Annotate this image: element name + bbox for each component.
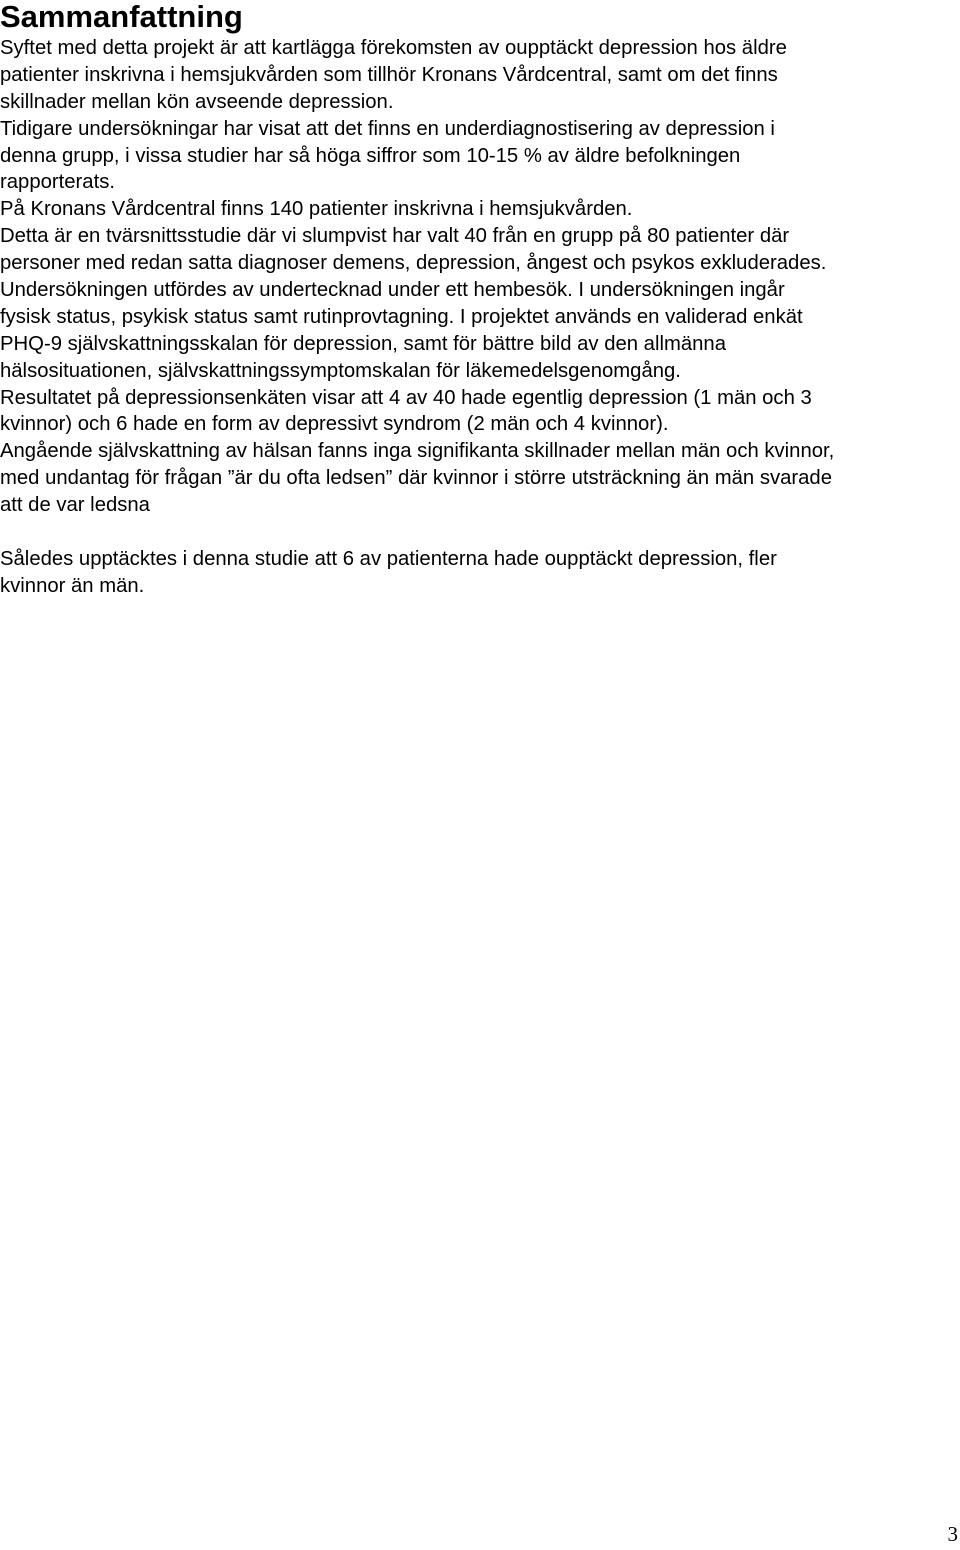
- text-line: Syftet med detta projekt är att kartlägga förekomsten av oupptäckt depression hos äldre: [0, 37, 787, 59]
- text-line: Tidigare undersökningar har visat att det finns en underdiagnostisering av depression i: [0, 117, 775, 140]
- page-title: Sammanfattning: [0, 0, 243, 34]
- blank-line: [0, 519, 958, 546]
- text-line: rapporterats.: [0, 171, 115, 194]
- text-line: denna grupp, i vissa studier har så höga siffror som 10-15 % av äldre befolkningen: [0, 144, 741, 167]
- text-line: hälsosituationen, självskattningssymptomskalan för läkemedelsgenomgång.: [0, 359, 681, 382]
- text-line: Undersökningen utfördes av undertecknad under ett hembesök. I undersökningen ingår: [0, 279, 785, 302]
- text-line: patienter inskrivna i hemsjukvården som tillhör Kronans Vårdcentral, samt om det finns: [0, 63, 778, 86]
- text-line: kvinnor än män.: [0, 574, 145, 597]
- text-line: Angående självskattning av hälsan fanns inga signifikanta skillnader mellan män och kvinnor,: [0, 440, 835, 463]
- text-line: fysisk status, psykisk status samt rutinprovtagning. I projektet används en validerad enkät: [0, 305, 803, 328]
- text-line: att de var ledsna: [0, 494, 150, 517]
- text-line: Således upptäcktes i denna studie att 6 av patienterna hade oupptäckt depression, fler: [0, 547, 777, 570]
- text-line: personer med redan satta diagnoser demens, depression, ångest och psykos exkluderades.: [0, 252, 827, 275]
- text-line: skillnader mellan kön avseende depression.: [0, 90, 394, 113]
- summary-body: [0, 35, 958, 600]
- text-line: Resultatet på depressionsenkäten visar att 4 av 40 hade egentlig depression (1 män och 3: [0, 386, 812, 409]
- text-line: PHQ-9 självskattningsskalan för depression, samt för bättre bild av den allmänna: [0, 332, 726, 355]
- page-number: 3: [947, 1522, 958, 1546]
- text-line: På Kronans Vårdcentral finns 140 patienter inskrivna i hemsjukvården.: [0, 198, 633, 221]
- text-line: med undantag för frågan ”är du ofta ledsen” där kvinnor i större utsträckning än män svarade: [0, 467, 832, 490]
- text-line: kvinnor) och 6 hade en form av depressivt syndrom (2 män och 4 kvinnor).: [0, 413, 669, 436]
- text-line: Detta är en tvärsnittsstudie där vi slumpvist har valt 40 från en grupp på 80 patienter där: [0, 225, 790, 248]
